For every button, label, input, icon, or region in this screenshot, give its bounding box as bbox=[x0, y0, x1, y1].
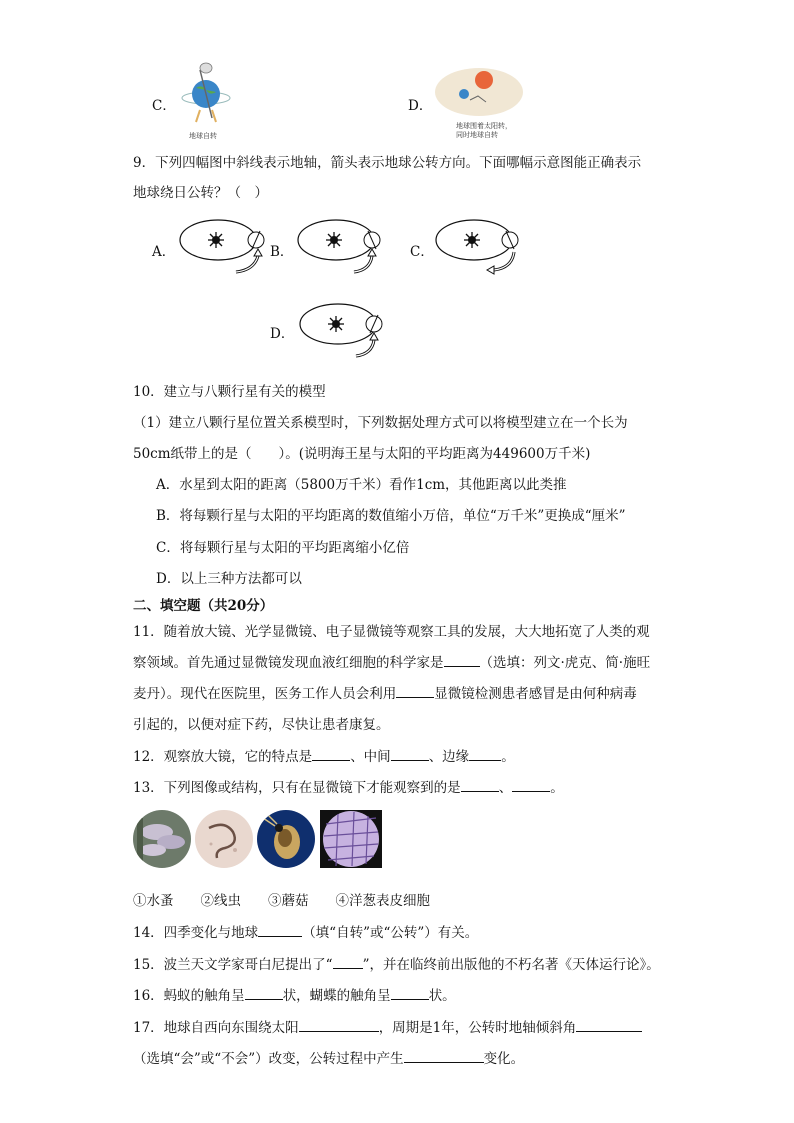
mushroom-photo bbox=[133, 810, 191, 868]
q14-blank[interactable] bbox=[258, 924, 302, 937]
q11-line-1: 11．随着放大镜、光学显微镜、电子显微镜等观察工具的发展，大大地拓宽了人类的观 bbox=[133, 624, 650, 640]
q16-blank-2[interactable] bbox=[391, 987, 429, 1000]
q9-option-c-diagram bbox=[434, 218, 526, 280]
q13-text-b: 、 bbox=[498, 780, 513, 796]
onion-epidermis-photo bbox=[320, 810, 382, 868]
q11-line-3-text-b: 显微镜检测患者感冒是由何种病毒 bbox=[434, 686, 637, 702]
q12-text-d: 。 bbox=[501, 749, 515, 765]
q17-blank-2[interactable] bbox=[576, 1019, 642, 1032]
q9-option-a-label: A． bbox=[152, 244, 176, 260]
q9-option-d-diagram bbox=[298, 302, 390, 364]
earth-rotation-illustration bbox=[178, 58, 234, 130]
q14-line bbox=[133, 921, 478, 941]
q17-blank-3[interactable] bbox=[404, 1050, 484, 1063]
q10-sub1-line-1: （1）建立八颗行星位置关系模型时，下列数据处理方式可以将模型建立在一个长为 bbox=[133, 415, 628, 431]
nematode-photo bbox=[195, 810, 253, 868]
q12-line bbox=[133, 745, 515, 765]
q9-option-b-label: B． bbox=[270, 244, 294, 260]
q9-stem-line-2: 地球绕日公转？（ ） bbox=[133, 185, 268, 201]
q12-blank-2[interactable] bbox=[391, 748, 429, 761]
q17-text-c: （选填“会”或“不会”）改变，公转过程中产生 bbox=[133, 1051, 404, 1067]
q13-text-a: 13．下列图像或结构，只有在显微镜下才能观察到的是 bbox=[133, 780, 461, 796]
q15-line bbox=[133, 953, 660, 973]
q17-text-b: ，周期是1年，公转时地轴倾斜角 bbox=[378, 1020, 577, 1036]
water-flea-photo bbox=[257, 810, 315, 868]
q14-text-a: 14．四季变化与地球 bbox=[133, 925, 259, 941]
q11-line-2 bbox=[133, 651, 650, 671]
q13-line bbox=[133, 776, 564, 796]
q8-option-d-label: D． bbox=[408, 98, 433, 114]
q10-option-c: C．将每颗行星与太阳的平均距离缩小亿倍 bbox=[156, 540, 410, 556]
q17-text-d: 变化。 bbox=[483, 1051, 525, 1067]
q9-stem-line-1: 9．下列四幅图中斜线表示地轴，箭头表示地球公转方向。下面哪幅示意图能正确表示 bbox=[133, 155, 642, 171]
q11-line-4: 引起的，以便对症下药，尽快让患者康复。 bbox=[133, 717, 390, 733]
q10-option-d: D．以上三种方法都可以 bbox=[156, 571, 302, 587]
earth-revolution-illustration bbox=[434, 66, 524, 118]
q17-line-2 bbox=[133, 1047, 524, 1067]
q15-text-a: 15．波兰天文学家哥白尼提出了“ bbox=[133, 957, 333, 973]
q8-option-c-caption: 地球自转 bbox=[189, 132, 217, 140]
q8-option-d-caption-1: 地球围着太阳转， bbox=[456, 122, 512, 130]
q11-blank-1[interactable] bbox=[444, 654, 480, 667]
q12-blank-3[interactable] bbox=[469, 748, 501, 761]
q10-sub1-line-2: 50cm纸带上的是（ ）。(说明海王星与太阳的平均距离为449600万千米) bbox=[133, 446, 591, 462]
q12-text-b: 、中间 bbox=[350, 749, 391, 765]
q13-text-c: 。 bbox=[550, 780, 564, 796]
q15-blank[interactable] bbox=[333, 956, 363, 969]
q13-blank-1[interactable] bbox=[461, 779, 499, 792]
q9-option-a-diagram bbox=[178, 218, 270, 280]
q9-option-d-label: D． bbox=[270, 326, 295, 342]
q17-text-a: 17．地球自西向东围绕太阳 bbox=[133, 1020, 299, 1036]
q9-option-c-label: C． bbox=[410, 244, 434, 260]
q15-text-b: ”，并在临终前出版他的不朽名著《天体运行论》。 bbox=[362, 957, 660, 973]
q13-blank-2[interactable] bbox=[512, 779, 550, 792]
q16-line bbox=[133, 984, 456, 1004]
q13-image-captions: ①水蚤 ②线虫 ③蘑菇 ④洋葱表皮细胞 bbox=[133, 893, 430, 909]
q11-line-3 bbox=[133, 682, 637, 702]
q10-option-a: A．水星到太阳的距离（5800万千米）看作1cm，其他距离以此类推 bbox=[156, 477, 567, 493]
q9-option-b-diagram bbox=[296, 218, 388, 280]
q16-text-b: 状，蝴蝶的触角呈 bbox=[282, 988, 391, 1004]
q16-text-c: 状。 bbox=[428, 988, 456, 1004]
q11-line-2-text-a: 察领域。首先通过显微镜发现血液红细胞的科学家是 bbox=[133, 655, 444, 671]
q17-line-1 bbox=[133, 1016, 642, 1036]
q8-option-d-caption-2: 同时地球自转 bbox=[456, 131, 498, 139]
q11-blank-2[interactable] bbox=[396, 685, 434, 698]
q16-blank-1[interactable] bbox=[245, 987, 283, 1000]
q10-option-b: B．将每颗行星与太阳的平均距离的数值缩小万倍，单位“万千米”更换成“厘米” bbox=[156, 508, 626, 524]
q16-text-a: 16．蚂蚁的触角呈 bbox=[133, 988, 245, 1004]
q12-text-c: 、边缘 bbox=[428, 749, 470, 765]
q11-line-3-text-a: 麦丹）。现代在医院里，医务工作人员会利用 bbox=[133, 686, 397, 702]
q12-blank-1[interactable] bbox=[312, 748, 350, 761]
q8-option-c-label: C． bbox=[152, 98, 176, 114]
q14-text-b: （填“自转”或“公转”）有关。 bbox=[302, 925, 479, 941]
q17-blank-1[interactable] bbox=[299, 1019, 379, 1032]
q10-stem: 10．建立与八颗行星有关的模型 bbox=[133, 384, 326, 400]
q12-text-a: 12．观察放大镜，它的特点是 bbox=[133, 749, 313, 765]
q11-line-2-text-b: （选填：列文·虎克、简·施旺 bbox=[479, 655, 651, 671]
section-fill-in-title: 二、填空题（共20分） bbox=[133, 598, 274, 614]
